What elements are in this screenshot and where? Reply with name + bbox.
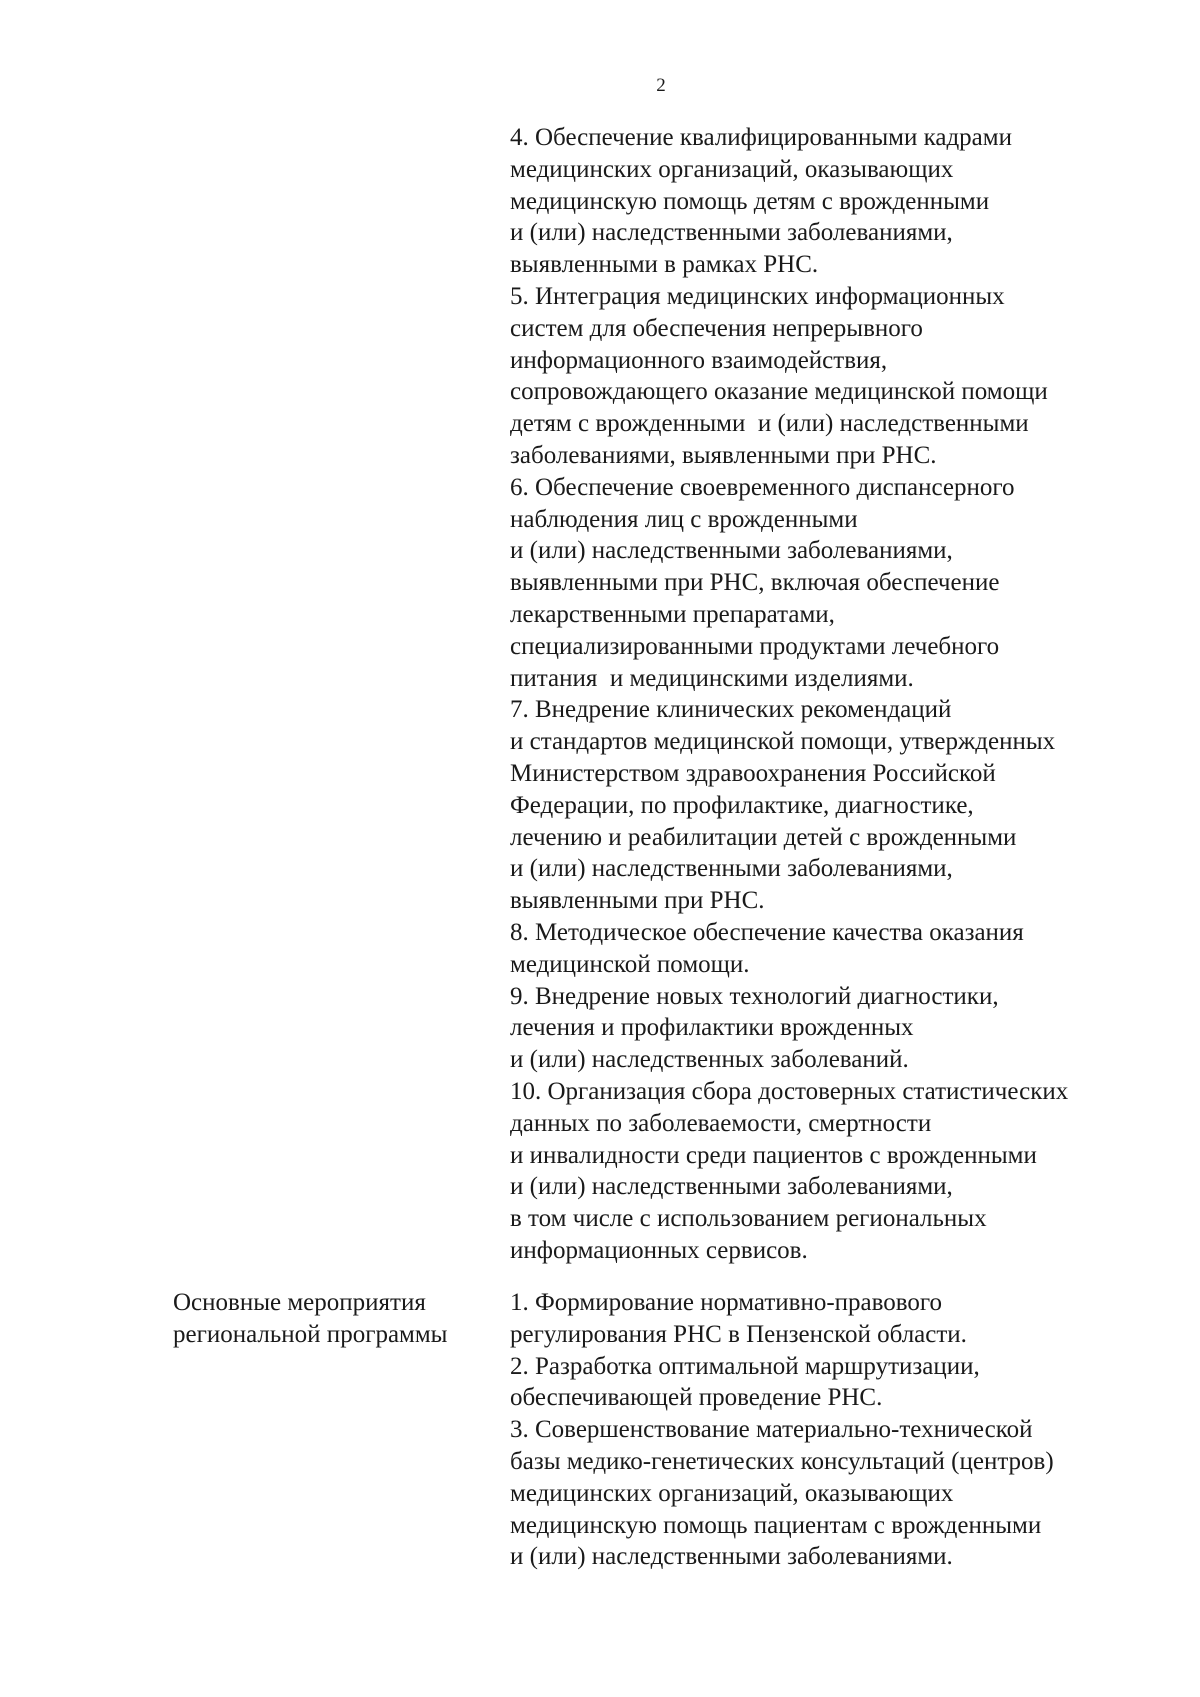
text-line: базы медико-генетических консультаций (центров)	[510, 1447, 1054, 1475]
text-line: медицинской помощи.	[510, 950, 750, 978]
text-line: Федерации, по профилактике, диагностике,	[510, 791, 974, 819]
text-line: Министерством здравоохранения Российской	[510, 759, 996, 787]
text-line: детям с врожденными и (или) наследственными	[510, 410, 1029, 438]
text-line: наблюдения лиц с врожденными	[510, 505, 858, 533]
goals-text	[510, 122, 1068, 1267]
text-line: 5. Интеграция медицинских информационных	[510, 282, 1005, 310]
text-line: 3. Совершенствование материально-технической	[510, 1416, 1033, 1444]
text-line: обеспечивающей проведение РНС.	[510, 1384, 883, 1412]
label-line: Основные мероприятия	[173, 1289, 426, 1316]
text-line: лечению и реабилитации детей с врожденными	[510, 823, 1017, 851]
text-line: 2. Разработка оптимальной маршрутизации,	[510, 1352, 980, 1380]
text-line: и (или) наследственными заболеваниями,	[510, 219, 953, 247]
text-line: специализированными продуктами лечебного	[510, 632, 1000, 660]
text-line: медицинских организаций, оказывающих	[510, 1479, 954, 1507]
text-line: выявленными при РНС.	[510, 887, 765, 915]
text-line: регулирования РНС в Пензенской области.	[510, 1320, 967, 1348]
text-line: питания и медицинскими изделиями.	[510, 664, 914, 692]
text-line: 1. Формирование нормативно-правового	[510, 1289, 943, 1316]
text-line: 8. Методическое обеспечение качества оказания	[510, 918, 1024, 946]
text-line: заболеваниями, выявленными при РНС.	[510, 441, 937, 469]
label-line: региональной программы	[173, 1320, 448, 1348]
text-line: информационного взаимодействия,	[510, 346, 888, 374]
events-section-label	[173, 1287, 447, 1351]
text-line: систем для обеспечения непрерывного	[510, 314, 923, 342]
text-line: лечения и профилактики врожденных	[510, 1014, 914, 1042]
text-line: выявленными при РНС, включая обеспечение	[510, 569, 1000, 597]
text-line: данных по заболеваемости, смертности	[510, 1109, 932, 1137]
page-number: 2	[656, 75, 666, 96]
text-line: и стандартов медицинской помощи, утвержденных	[510, 728, 1056, 756]
text-line: медицинских организаций, оказывающих	[510, 155, 954, 183]
text-line: и (или) наследственными заболеваниями,	[510, 537, 953, 565]
text-line: в том числе с использованием региональных	[510, 1205, 987, 1233]
text-line: медицинскую помощь пациентам с врожденными	[510, 1511, 1042, 1539]
events-text	[510, 1287, 1054, 1573]
text-line: и (или) наследственными заболеваниями,	[510, 1173, 953, 1201]
text-line: и (или) наследственными заболеваниями,	[510, 855, 953, 883]
text-line: 7. Внедрение клинических рекомендаций	[510, 696, 952, 724]
text-line: информационных сервисов.	[510, 1236, 808, 1264]
text-line: выявленными в рамках РНС.	[510, 251, 819, 279]
text-line: и (или) наследственными заболеваниями.	[510, 1543, 953, 1571]
text-line: медицинскую помощь детям с врожденными	[510, 187, 990, 215]
text-line: и (или) наследственных заболеваний.	[510, 1046, 909, 1074]
text-line: 10. Организация сбора достоверных статистических	[510, 1077, 1069, 1105]
text-line: лекарственными препаратами,	[510, 600, 835, 628]
text-line: 4. Обеспечение квалифицированными кадрами	[510, 124, 1012, 151]
text-line: сопровождающего оказание медицинской помощи	[510, 378, 1048, 406]
text-line: 9. Внедрение новых технологий диагностики,	[510, 982, 999, 1010]
text-line: и инвалидности среди пациентов с врожденными	[510, 1141, 1037, 1169]
text-line: 6. Обеспечение своевременного диспансерного	[510, 473, 1015, 501]
